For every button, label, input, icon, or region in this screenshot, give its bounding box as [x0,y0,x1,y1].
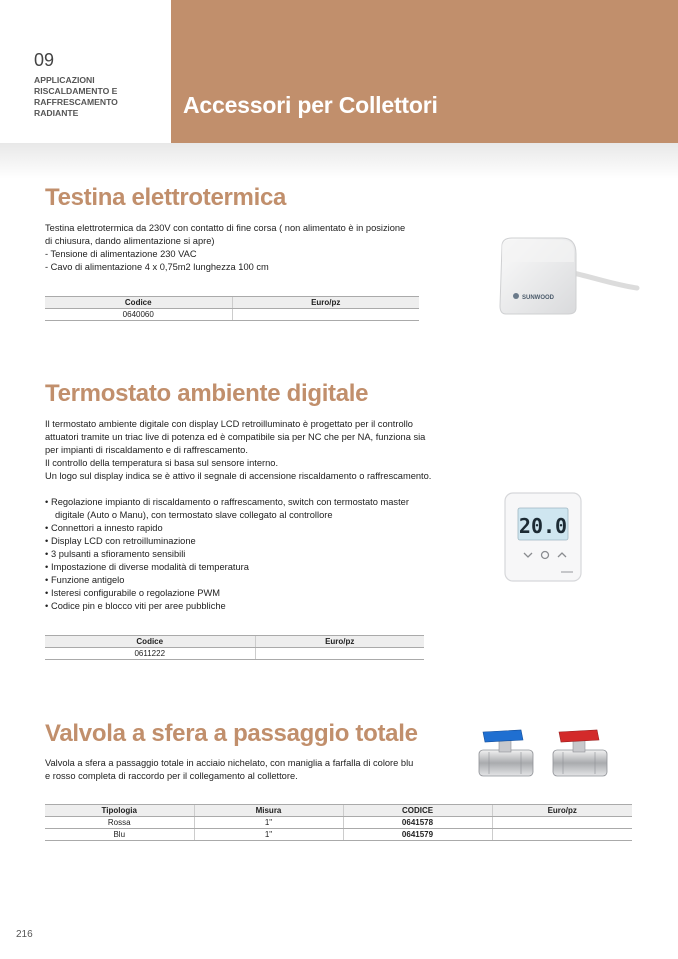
digital-thermostat-image [503,491,583,583]
chapter-label-line: APPLICAZIONI [34,75,95,85]
table-cell: Rossa [45,817,194,829]
text-line: Un logo sul display indica se è attivo il segnale di accensione riscaldamento o raffrescamento. [45,471,432,481]
brand-label: SUNWOOD [522,295,554,301]
table-row [45,829,632,841]
section-title-valvola: Valvola a sfera a passaggio totale [45,720,418,747]
table-cell [232,309,419,321]
list-item-continuation: digitale (Auto o Manu), con termostato slave collegato al controllore [55,510,333,520]
table-cell: 1" [194,817,343,829]
list-item: • Codice pin e blocco viti per aree pubbliche [45,600,409,613]
text-line: - Cavo di alimentazione 4 x 0,75m2 lunghezza 100 cm [45,262,269,272]
text-line: - Tensione di alimentazione 230 VAC [45,249,197,259]
table-row [45,648,424,660]
table-cell: 0641578 [343,817,492,829]
table-row [45,309,419,321]
section2-description [45,418,431,483]
table-row [45,817,632,829]
page-title: Accessori per Collettori [183,92,438,118]
chapter-label-line: RAFFRESCAMENTO [34,97,118,107]
chapter-label-line: RADIANTE [34,108,79,118]
text-line: Il termostato ambiente digitale con display LCD retroilluminato è progettato per il controllo [45,419,413,429]
actuator-top-highlight [502,240,574,262]
table-cell: 0640060 [45,309,232,321]
list-item: • Impostazione di diverse modalità di temperatura [45,561,409,574]
text-line: per impianti di riscaldamento e di raffrescamento. [45,445,248,455]
page-number: 216 [16,929,33,940]
table-cell: 1" [194,829,343,841]
section2-table [45,635,424,660]
chapter-label [34,75,164,119]
table-header-row [45,636,424,648]
table-cell: 0611222 [45,648,255,660]
list-item: • Connettori a innesto rapido [45,522,409,535]
text-line: Testina elettrotermica da 230V con contatto di fine corsa ( non alimentato è in posizione [45,223,406,233]
table-header-cell: Euro/pz [255,636,424,648]
table-cell [492,829,632,841]
red-handle [559,730,599,742]
section1-description [45,222,405,274]
table-header-cell: Euro/pz [492,805,632,817]
table-cell [255,648,424,660]
table-header-cell: Codice [45,636,255,648]
header-bar [171,0,678,143]
text-line: di chiusura, dando alimentazione si apre) [45,236,215,246]
text-line: Il controllo della temperatura si basa sul sensore interno. [45,458,279,468]
table-header-row [45,805,632,817]
brand-logo-icon [513,293,519,299]
electrothermal-actuator-image [490,232,640,322]
table-header-row [45,297,419,309]
text-line: Valvola a sfera a passaggio totale in acciaio nichelato, con maniglia a farfalla di colore blu [45,758,414,768]
table-cell: 0641579 [343,829,492,841]
table-header-cell: Misura [194,805,343,817]
blue-handle [483,730,523,742]
section3-description [45,757,413,783]
section3-table [45,804,632,841]
table-cell: Blu [45,829,194,841]
section-title-termostato: Termostato ambiente digitale [45,380,369,407]
section1-table [45,296,419,321]
section-title-testina: Testina elettrotermica [45,184,287,211]
list-item: • Isteresi configurabile o regolazione PWM [45,587,409,600]
text-line: attuatori tramite un triac live di potenza ed è compatibile sia per NC che per NA, funziona sia [45,432,426,442]
header-shadow [0,143,678,179]
lcd-temperature: 20.0 [518,514,568,538]
header-left-panel [0,0,171,143]
list-item: • 3 pulsanti a sfioramento sensibili [45,548,409,561]
cable [568,272,637,288]
text-line: e rosso completa di raccordo per il collegamento al collettore. [45,771,298,781]
brand-mark [561,571,573,573]
table-header-cell: Codice [45,297,232,309]
ball-valves-image [475,722,615,788]
blue-valve [479,730,533,776]
chapter-label-line: RISCALDAMENTO E [34,86,118,96]
table-header-cell: CODICE [343,805,492,817]
table-cell [492,817,632,829]
list-item: • Funzione antigelo [45,574,409,587]
table-header-cell: Tipologia [45,805,194,817]
list-item: • Regolazione impianto di riscaldamento o raffrescamento, switch con termostato master [45,496,409,509]
chapter-number: 09 [34,50,55,70]
list-item: • Display LCD con retroilluminazione [45,535,409,548]
table-header-cell: Euro/pz [232,297,419,309]
red-valve [553,730,607,776]
section2-features-list [45,496,409,613]
